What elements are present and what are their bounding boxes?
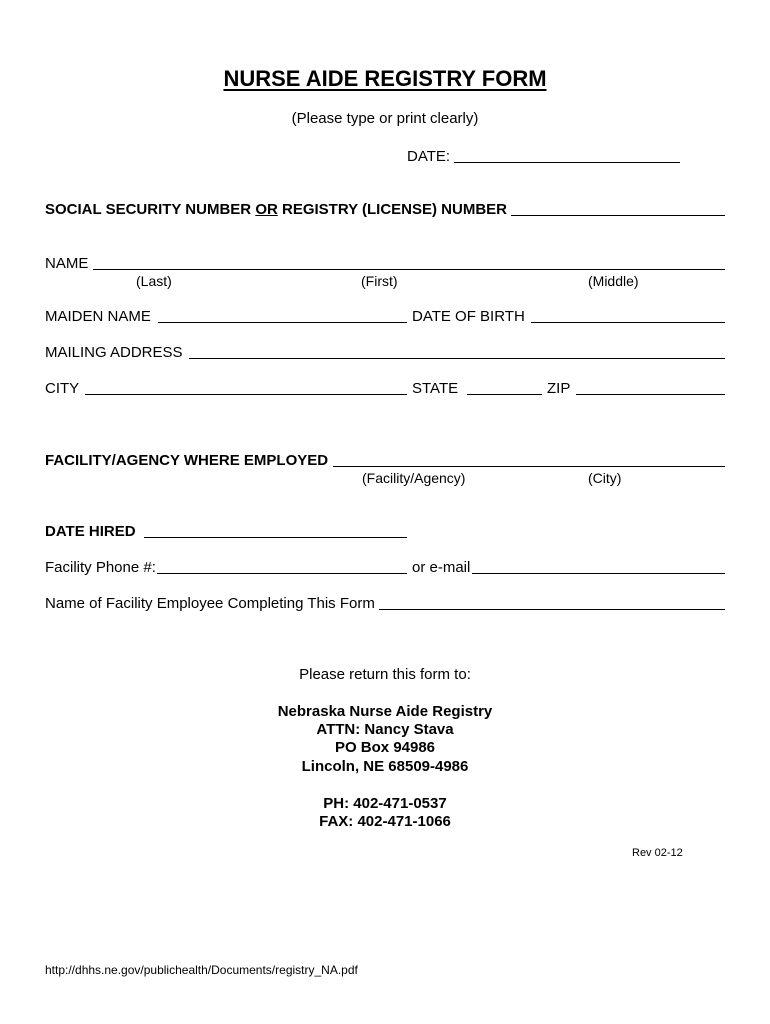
- email-field[interactable]: [472, 573, 725, 574]
- facility-phone-label: Facility Phone #:: [45, 559, 156, 576]
- return-attn: ATTN: Nancy Stava: [316, 721, 454, 738]
- dob-label: DATE OF BIRTH: [412, 308, 525, 325]
- date-hired-field[interactable]: [144, 537, 407, 538]
- return-phone: PH: 402-471-0537: [323, 795, 447, 812]
- date-field[interactable]: [454, 162, 680, 163]
- facility-label: FACILITY/AGENCY WHERE EMPLOYED: [45, 452, 329, 469]
- facility-sub-agency: (Facility/Agency): [362, 470, 466, 486]
- form-title: NURSE AIDE REGISTRY FORM: [223, 66, 547, 91]
- return-po-box: PO Box 94986: [334, 739, 436, 756]
- zip-field[interactable]: [576, 394, 725, 395]
- dob-field[interactable]: [531, 322, 725, 323]
- date-label: DATE:: [407, 148, 451, 165]
- return-city: Lincoln, NE 68509-4986: [301, 758, 469, 775]
- name-sub-middle: (Middle): [588, 273, 639, 289]
- employee-field[interactable]: [379, 609, 725, 610]
- revision-label: Rev 02-12: [632, 847, 683, 859]
- ssn-field[interactable]: [511, 215, 725, 216]
- facility-field[interactable]: [333, 466, 725, 467]
- mailing-address-field[interactable]: [189, 358, 725, 359]
- city-label: CITY: [45, 380, 80, 397]
- name-field[interactable]: [93, 269, 725, 270]
- maiden-name-field[interactable]: [158, 322, 407, 323]
- state-label: STATE: [412, 380, 459, 397]
- city-field[interactable]: [85, 394, 407, 395]
- footer-url: http://dhhs.ne.gov/publichealth/Documents/registry_NA.pdf: [45, 963, 358, 977]
- state-field[interactable]: [467, 394, 542, 395]
- ssn-label: SOCIAL SECURITY NUMBER OR REGISTRY (LICENSE) NUMBER: [45, 201, 507, 218]
- return-intro: Please return this form to:: [299, 666, 471, 683]
- instructions: (Please type or print clearly): [291, 110, 479, 127]
- name-sub-first: (First): [361, 273, 398, 289]
- maiden-name-label: MAIDEN NAME: [45, 308, 151, 325]
- zip-label: ZIP: [547, 380, 571, 397]
- return-org: Nebraska Nurse Aide Registry: [277, 703, 493, 720]
- facility-phone-field[interactable]: [157, 573, 407, 574]
- facility-sub-city: (City): [588, 470, 622, 486]
- email-label: or e-mail: [412, 559, 471, 576]
- employee-label: Name of Facility Employee Completing This Form: [45, 595, 375, 612]
- mailing-address-label: MAILING ADDRESS: [45, 344, 183, 361]
- name-sub-last: (Last): [136, 273, 172, 289]
- name-label: NAME: [45, 255, 89, 272]
- return-fax: FAX: 402-471-1066: [319, 813, 451, 830]
- date-hired-label: DATE HIRED: [45, 523, 136, 540]
